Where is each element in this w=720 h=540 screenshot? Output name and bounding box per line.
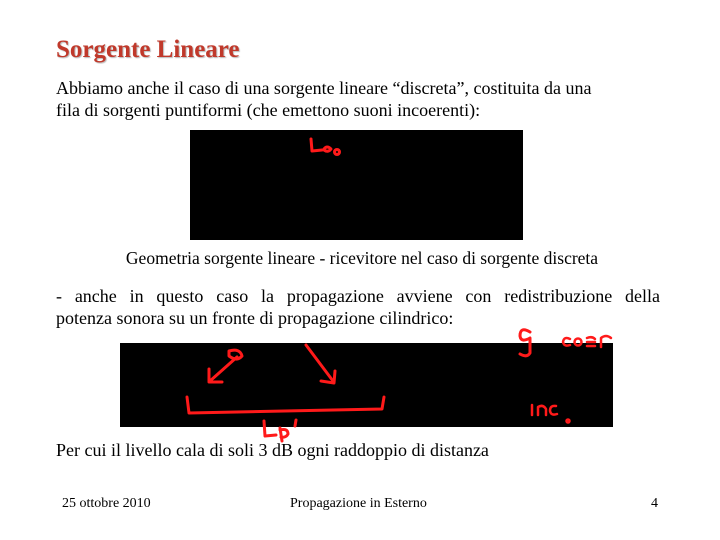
propagation-paragraph [56,285,660,329]
slide-title: Sorgente Lineare [56,36,240,63]
figure-cylindrical-front [120,343,613,427]
footer-page-number: 4 [651,496,658,511]
intro-paragraph [56,77,668,121]
conclusion-text: Per cui il livello cala di soli 3 dB ogni raddoppio di distanza [56,440,489,460]
intro-line-1: Abbiamo anche il caso di una sorgente lineare “discreta”, costituita da una [56,78,592,98]
footer-title: Propagazione in Esterno [290,496,427,511]
intro-line-2: fila di sorgenti puntiformi (che emettono suoni incoerenti): [56,100,481,120]
para2-line-2: potenza sonora su un fronte di propagazione cilindrico: [56,308,454,328]
figure-line-source-geometry [190,130,523,240]
footer-date: 25 ottobre 2010 [62,496,151,511]
figure-caption: Geometria sorgente lineare - ricevitore nel caso di sorgente discreta [125,248,599,268]
para2-line-1: - anche in questo caso la propagazione avviene con redistribuzione della [56,286,660,306]
